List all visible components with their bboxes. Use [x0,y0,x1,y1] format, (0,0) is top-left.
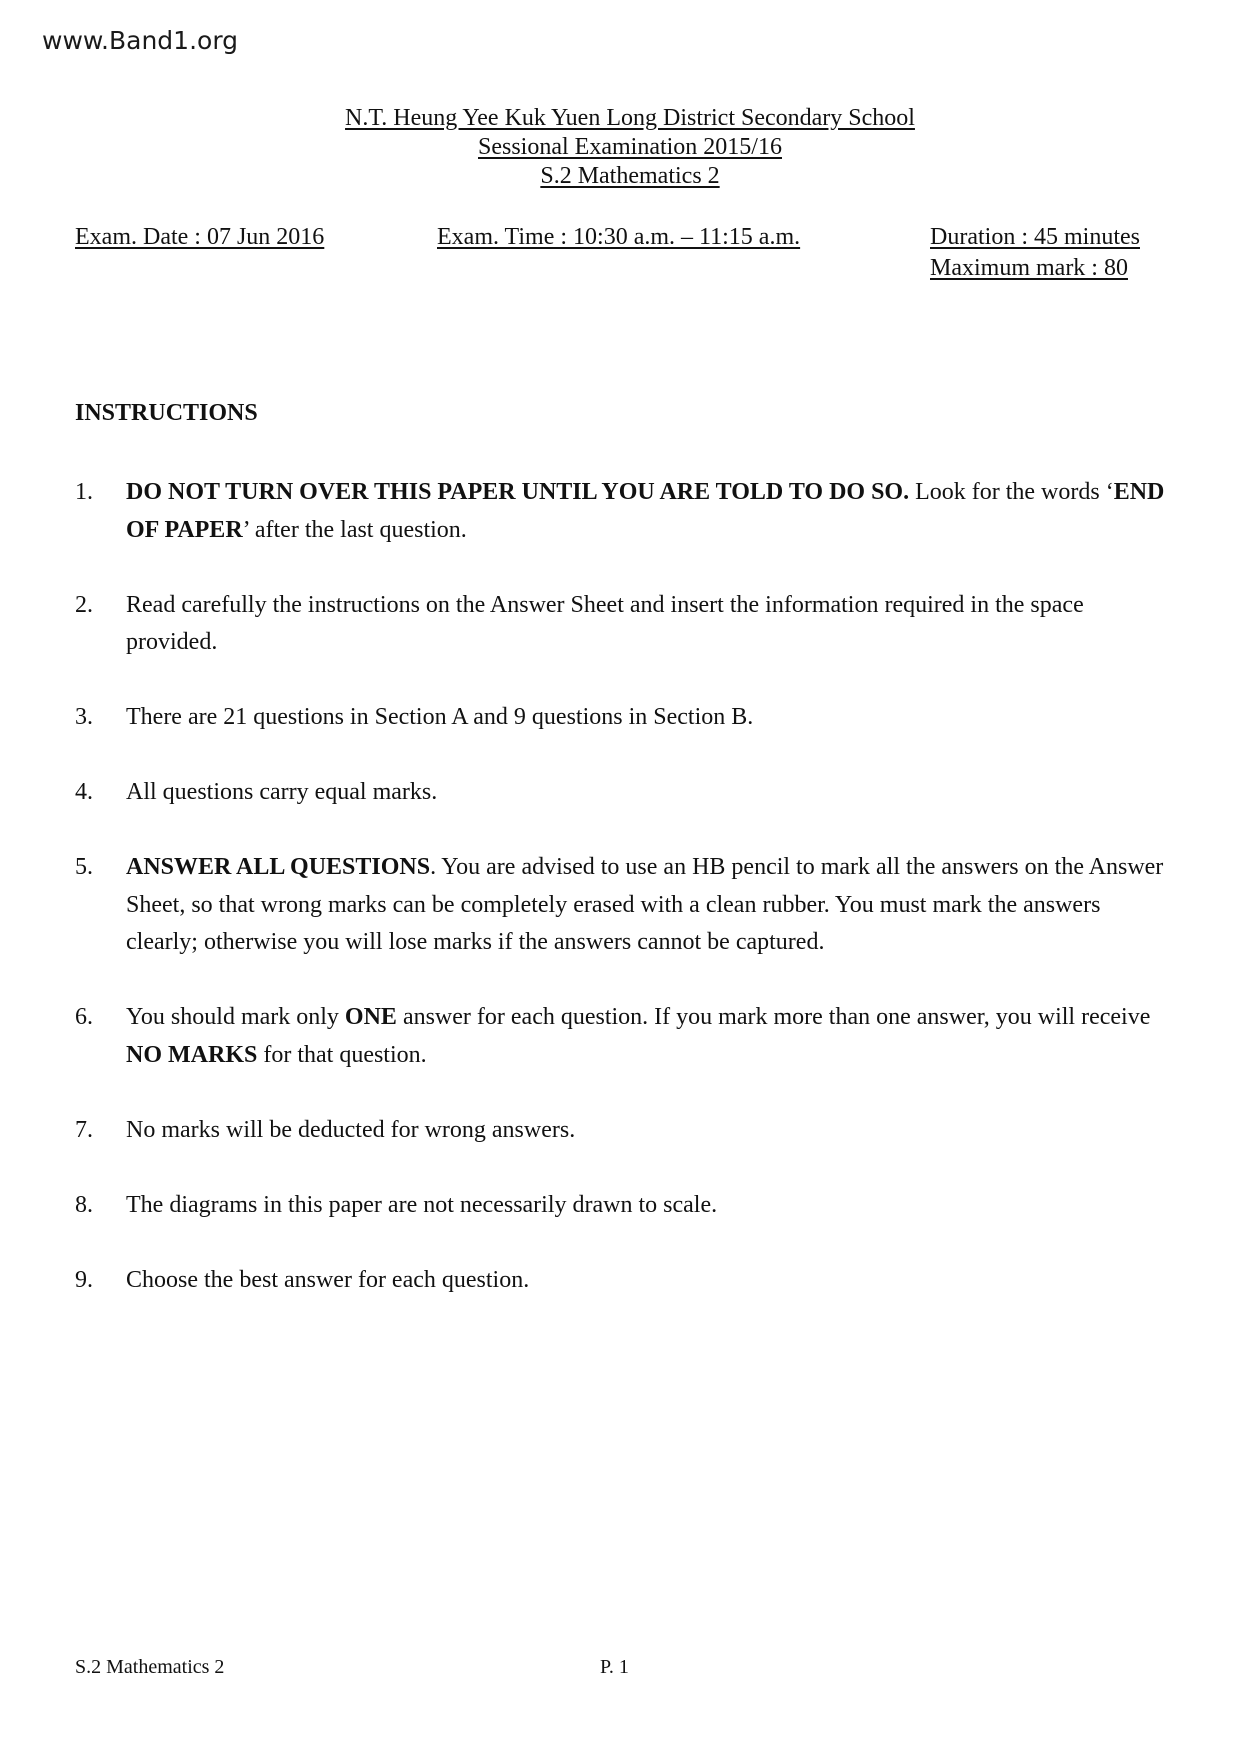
instruction-text: ’ after the last question. [242,516,467,543]
exam-header [0,104,1240,191]
instruction-item [75,774,1175,812]
instruction-text: No marks will be deducted for wrong answers. [126,1116,576,1143]
page-number: P. 1 [600,1656,629,1678]
maximum-mark: Maximum mark : 80 [930,255,1128,281]
instruction-text: answer for each question. If you mark more than one answer, you will receive [396,1004,1151,1030]
instruction-bold: DO NOT TURN OVER THIS PAPER UNTIL YOU ARE TOLD TO DO SO. [126,479,910,505]
instruction-number: 6. [75,1004,93,1030]
instruction-number: 1. [75,479,93,505]
instruction-text: for that question. [257,1041,427,1068]
exam-duration-block [930,222,1140,284]
instruction-bold: END OF PAPER [126,479,1165,543]
instruction-number: 7. [75,1116,93,1143]
instruction-item [75,849,1175,962]
instruction-number: 9. [75,1266,93,1293]
instruction-item [75,587,1175,662]
exam-date: Exam. Date : 07 Jun 2016 [75,224,325,250]
instruction-number: 5. [75,854,93,880]
instruction-bold: ANSWER ALL QUESTIONS [126,854,431,880]
instruction-text: Look for the words ‘ [909,479,1114,505]
instructions-list [75,474,1175,1337]
instruction-number: 2. [75,591,93,618]
instruction-item [75,1112,1175,1150]
instruction-item [75,999,1175,1074]
instruction-item [75,1187,1175,1225]
footer-subject: S.2 Mathematics 2 [75,1656,225,1678]
instruction-text: . You are advised to use an HB pencil to mark all the answers on the Answer Sheet, so that wrong marks can be completely erased with a clean rubber. You must mark the answers clearly; otherwise you will lose marks if the answers cannot be captured. [126,854,1164,955]
exam-duration: Duration : 45 minutes [930,224,1140,250]
instruction-number: 8. [75,1191,93,1218]
subject-title: S.2 Mathematics 2 [540,163,720,189]
instruction-text: The diagrams in this paper are not necessarily drawn to scale. [126,1191,718,1218]
instruction-number: 3. [75,704,93,730]
school-name: N.T. Heung Yee Kuk Yuen Long District Secondary School [345,105,915,131]
instructions-heading: INSTRUCTIONS [75,400,258,426]
watermark-url: www.Band1.org [42,26,239,55]
instruction-item [75,474,1175,549]
instruction-bold: ONE [344,1004,397,1030]
exam-title: Sessional Examination 2015/16 [478,134,782,160]
instruction-bold: NO MARKS [126,1041,258,1068]
instruction-text: All questions carry equal marks. [126,779,438,805]
instruction-text: Read carefully the instructions on the Answer Sheet and insert the information required in the space provided. [126,591,1084,655]
instruction-text: You should mark only [126,1004,345,1030]
instruction-text: Choose the best answer for each question. [126,1266,530,1293]
instruction-item [75,699,1175,737]
instruction-text: There are 21 questions in Section A and 9 questions in Section B. [126,704,754,730]
instruction-number: 4. [75,779,93,805]
exam-time: Exam. Time : 10:30 a.m. – 11:15 a.m. [437,224,801,250]
instruction-item [75,1262,1175,1300]
